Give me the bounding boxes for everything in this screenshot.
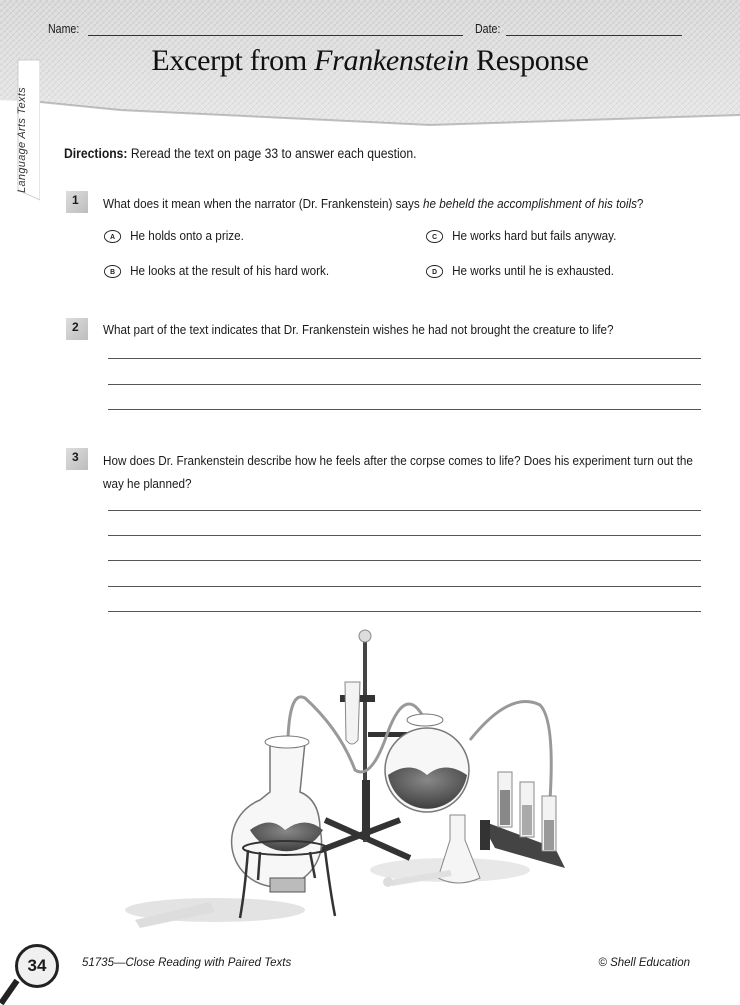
directions-label: Directions: [64,146,128,161]
choice-text: He looks at the result of his hard work. [130,263,330,278]
title-text: Excerpt from [151,44,315,77]
name-field[interactable] [88,35,463,36]
answer-line[interactable] [108,409,701,410]
page-number: 34 [15,944,59,988]
choice-c[interactable] [426,228,616,243]
answer-line[interactable] [108,535,701,536]
title-italic-text: Frankenstein [314,44,469,77]
date-label: Date: [475,22,501,36]
question-text [103,192,652,215]
question-number-badge: 3 [66,448,88,470]
choice-bubble-a[interactable]: A [104,230,121,243]
choice-a[interactable] [104,228,244,243]
question-text-plain: What does it mean when the narrator (Dr. Frankenstein) says [103,196,423,211]
footer-book-title: 51735—Close Reading with Paired Texts [82,957,292,969]
title-text-end: Response [468,44,589,77]
answer-line[interactable] [108,611,701,612]
question-text: What part of the text indicates that Dr. Frankenstein wishes he had not brought the creature to life? [103,322,614,337]
question-number-badge: 2 [66,318,88,340]
footer-copyright: © Shell Education [598,957,690,969]
question-text: How does Dr. Frankenstein describe how he feels after the corpse comes to life? Does his experiment turn out the way he planned? [103,453,693,491]
answer-line[interactable] [108,560,701,561]
answer-line[interactable] [108,586,701,587]
directions [64,146,417,161]
answer-line[interactable] [108,510,701,511]
choice-d[interactable] [426,263,614,278]
question-number-badge: 1 [66,191,88,213]
choice-bubble-d[interactable]: D [426,265,443,278]
choice-text: He works hard but fails anyway. [452,228,617,243]
date-field[interactable] [506,35,682,36]
directions-text: Reread the text on page 33 to answer each question. [127,146,417,161]
question-text-italic: he beheld the accomplishment of his toils [422,196,637,211]
answer-line[interactable] [108,384,701,385]
laboratory-glassware-illustration [120,620,590,940]
side-tab-label: Language Arts Texts [16,87,28,193]
choice-bubble-b[interactable]: B [104,265,121,278]
question-text-end: ? [636,196,644,211]
choice-b[interactable] [104,263,329,278]
page-title [0,44,740,78]
answer-line[interactable] [108,358,701,359]
name-label: Name: [48,22,80,36]
choice-text: He holds onto a prize. [130,228,244,243]
choice-text: He works until he is exhausted. [452,263,615,278]
choice-bubble-c[interactable]: C [426,230,443,243]
